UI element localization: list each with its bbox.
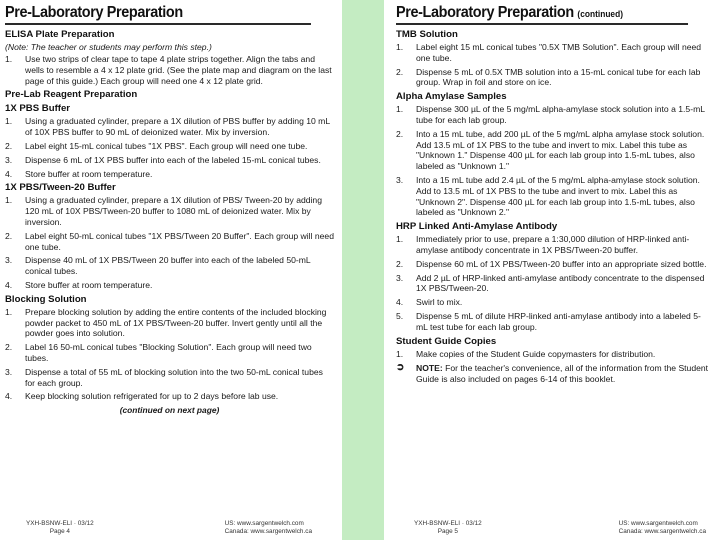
section-heading: Student Guide Copies bbox=[396, 335, 497, 347]
section-heading: 1X PBS/Tween-20 Buffer bbox=[5, 182, 116, 194]
continued-note: (continued on next page) bbox=[119, 405, 220, 416]
list-item bbox=[5, 231, 334, 253]
section-heading: HRP Linked Anti-Amylase Antibody bbox=[396, 221, 558, 233]
step-number: 2. bbox=[5, 230, 13, 241]
list-item bbox=[5, 116, 334, 138]
section-heading: Pre-Lab Reagent Preparation bbox=[5, 89, 138, 101]
step-list bbox=[5, 195, 334, 290]
note-text: For the teacher's convenience, all of the information from the Student Guide is also included on pages 6-14 of this booklet. bbox=[416, 363, 709, 385]
step-number: 1. bbox=[396, 104, 404, 115]
step-list bbox=[5, 116, 334, 179]
step-text: Store buffer at room temperature. bbox=[25, 279, 153, 290]
section-heading: Alpha Amylase Samples bbox=[396, 91, 507, 103]
step-text: Immediately prior to use, prepare a 1:30,000 dilution of HRP-linked anti-amylase antibody concentrate in 1X PBS/Tween-20 buffer. bbox=[416, 234, 690, 255]
step-text: Dispense 6 mL of 1X PBS buffer into each of the labeled 15-mL conical tubes. bbox=[25, 154, 321, 165]
page-number: Page 4 bbox=[49, 528, 70, 535]
step-number: 2. bbox=[5, 140, 13, 151]
step-text: Store buffer at room temperature. bbox=[25, 168, 153, 179]
step-number: 2. bbox=[396, 128, 404, 139]
step-text: Into a 15 mL tube add 2.4 µL of the 5 mg/mL alpha-amylase stock solution. Add to 13.5 mL of 1X PBS to the tube and invert to mix. Label this as "Unknown 2". Dispense 400 µL for each lab group into 1.5-mL tubes, also labeled as "Unknown 2." bbox=[416, 174, 700, 218]
step-list bbox=[396, 42, 710, 88]
step-list bbox=[396, 349, 710, 360]
doc-code: YXH-BSNW-ELI · 03/12 bbox=[414, 520, 482, 527]
list-item bbox=[5, 280, 334, 291]
list-item bbox=[5, 54, 334, 86]
section-heading: TMB Solution bbox=[396, 29, 458, 40]
step-text: Dispense 60 mL of 1X PBS/Tween-20 buffer into an appropriate sized bottle. bbox=[416, 258, 707, 269]
step-text: Keep blocking solution refrigerated for up to 2 days before lab use. bbox=[25, 391, 279, 402]
list-item bbox=[396, 67, 710, 89]
step-text: Label eight 15-mL conical tubes "1X PBS". Each group will need one tube. bbox=[25, 140, 308, 151]
step-number: 4. bbox=[396, 297, 404, 308]
step-number: 4. bbox=[5, 168, 13, 179]
page-footer bbox=[26, 520, 312, 536]
page-title: Pre-Laboratory Preparation (continued) bbox=[396, 4, 688, 25]
list-item bbox=[396, 349, 710, 360]
list-item bbox=[396, 175, 710, 218]
step-text: Make copies of the Student Guide copymasters for distribution. bbox=[416, 348, 656, 359]
list-item bbox=[396, 129, 710, 172]
step-text: Dispense 300 µL of the 5 mg/mL alpha-amylase stock solution into a 1.5-mL tube for each lab group. bbox=[416, 104, 705, 125]
section-note: (Note: The teacher or students may perform this step.) bbox=[5, 42, 212, 52]
arrow-icon: ➲ bbox=[396, 362, 405, 374]
list-item bbox=[396, 259, 710, 270]
step-number: 2. bbox=[396, 66, 404, 77]
step-number: 4. bbox=[5, 279, 13, 290]
website-canada: Canada: www.sargentwelch.ca bbox=[224, 528, 312, 535]
step-text: Dispense a total of 55 mL of blocking solution into the two 50-mL conical tubes for each group. bbox=[25, 366, 323, 388]
page-number: Page 5 bbox=[437, 528, 458, 535]
step-text: Using a graduated cylinder, prepare a 1X dilution of PBS/ Tween-20 by adding 120 mL of 10X PBS/Tween-20 buffer to 1080 mL of deionized water. Mix by inversion. bbox=[25, 195, 322, 227]
step-text: Swirl to mix. bbox=[416, 297, 463, 308]
doc-code: YXH-BSNW-ELI · 03/12 bbox=[26, 520, 94, 527]
step-number: 2. bbox=[5, 342, 13, 353]
step-number: 1. bbox=[5, 195, 13, 206]
list-item bbox=[5, 195, 334, 227]
step-number: 3. bbox=[5, 255, 13, 266]
step-number: 4. bbox=[5, 391, 13, 402]
step-list bbox=[5, 54, 334, 86]
step-list bbox=[396, 104, 710, 218]
list-item bbox=[5, 141, 334, 152]
step-text: Into a 15 mL tube, add 200 µL of the 5 mg/mL alpha amylase stock solution. Add 13.5 mL of 1X PBS to the tube and invert to mix. Label this tube as "Unknown 1." Dispense 400 µL for each lab group into 1.5-mL tubes, also labeled as "Unknown 1." bbox=[416, 128, 705, 172]
list-item bbox=[396, 273, 710, 295]
page-left bbox=[0, 0, 342, 540]
step-list bbox=[396, 234, 710, 332]
step-text: Prepare blocking solution by adding the entire contents of the included blocking powder packet to 450 mL of 1X PBS/Tween-20 buffer. Invert gently until all the powder goes into solution. bbox=[25, 306, 327, 339]
list-item bbox=[396, 311, 710, 333]
step-number: 3. bbox=[5, 366, 13, 377]
step-number: 2. bbox=[396, 258, 404, 269]
right-sections bbox=[396, 29, 710, 359]
list-item bbox=[5, 342, 334, 364]
step-number: 1. bbox=[5, 116, 13, 127]
note-label: NOTE: bbox=[416, 363, 443, 374]
list-item bbox=[396, 42, 710, 64]
step-text: Using a graduated cylinder, prepare a 1X dilution of PBS buffer by adding 10 mL of 10X PBS buffer to 90 mL of deionized water. Mix by inversion. bbox=[25, 116, 330, 138]
list-item bbox=[5, 307, 334, 339]
step-number: 3. bbox=[5, 154, 13, 165]
step-text: Dispense 40 mL of 1X PBS/Tween 20 buffer into each of the labeled 50-mL conical tubes. bbox=[25, 255, 311, 277]
step-text: Add 2 µL of HRP-linked anti-amylase antibody concentrate to the dispensed 1X PBS/Tween-20. bbox=[416, 272, 705, 294]
list-item bbox=[5, 367, 334, 389]
step-number: 1. bbox=[396, 234, 404, 245]
left-sections bbox=[5, 29, 334, 402]
website-canada: Canada: www.sargentwelch.ca bbox=[618, 528, 706, 535]
step-text: Label 16 50-mL conical tubes "Blocking Solution". Each group will need two tubes. bbox=[25, 342, 312, 363]
page-title: Pre-Laboratory Preparation bbox=[5, 4, 311, 25]
step-list bbox=[5, 307, 334, 402]
section-heading: ELISA Plate Preparation bbox=[5, 29, 115, 40]
list-item bbox=[5, 391, 334, 402]
step-number: 1. bbox=[5, 54, 13, 64]
website-us: US: www.sargentwelch.com bbox=[618, 520, 698, 527]
step-number: 3. bbox=[396, 174, 404, 185]
step-number: 1. bbox=[396, 348, 404, 359]
step-number: 5. bbox=[396, 310, 404, 321]
list-item bbox=[396, 104, 710, 126]
list-item bbox=[396, 297, 710, 308]
page-footer bbox=[414, 520, 706, 536]
step-number: 3. bbox=[396, 272, 404, 283]
step-text: Label eight 15 mL conical tubes "0.5X TMB Solution". Each group will need one tube. bbox=[416, 42, 702, 63]
section-heading: 1X PBS Buffer bbox=[5, 103, 71, 115]
step-number: 1. bbox=[5, 306, 13, 317]
teacher-note bbox=[396, 363, 710, 385]
step-text: Dispense 5 mL of 0.5X TMB solution into a 15-mL conical tube for each lab group. Wrap in foil and store on ice. bbox=[416, 66, 701, 88]
title-suffix: (continued) bbox=[577, 9, 623, 19]
website-us: US: www.sargentwelch.com bbox=[224, 520, 304, 527]
step-text: Dispense 5 mL of dilute HRP-linked anti-amylase antibody into a labeled 5-mL test tube for each lab group. bbox=[416, 310, 701, 332]
step-text: Label eight 50-mL conical tubes "1X PBS/Tween 20 Buffer". Each group will need one tube. bbox=[25, 230, 334, 252]
list-item bbox=[396, 234, 710, 256]
list-item bbox=[5, 255, 334, 277]
list-item bbox=[5, 155, 334, 166]
list-item bbox=[5, 169, 334, 180]
step-number: 1. bbox=[396, 42, 404, 52]
page-right bbox=[384, 0, 720, 540]
section-heading: Blocking Solution bbox=[5, 293, 87, 305]
step-text: Use two strips of clear tape to tape 4 plate strips together. Align the tabs and wells to resemble a 4 x 12 plate grid. (See the plate map and diagram on the last page of this guide.) Each group will need one 4 x 12 plate grid. bbox=[25, 54, 332, 86]
